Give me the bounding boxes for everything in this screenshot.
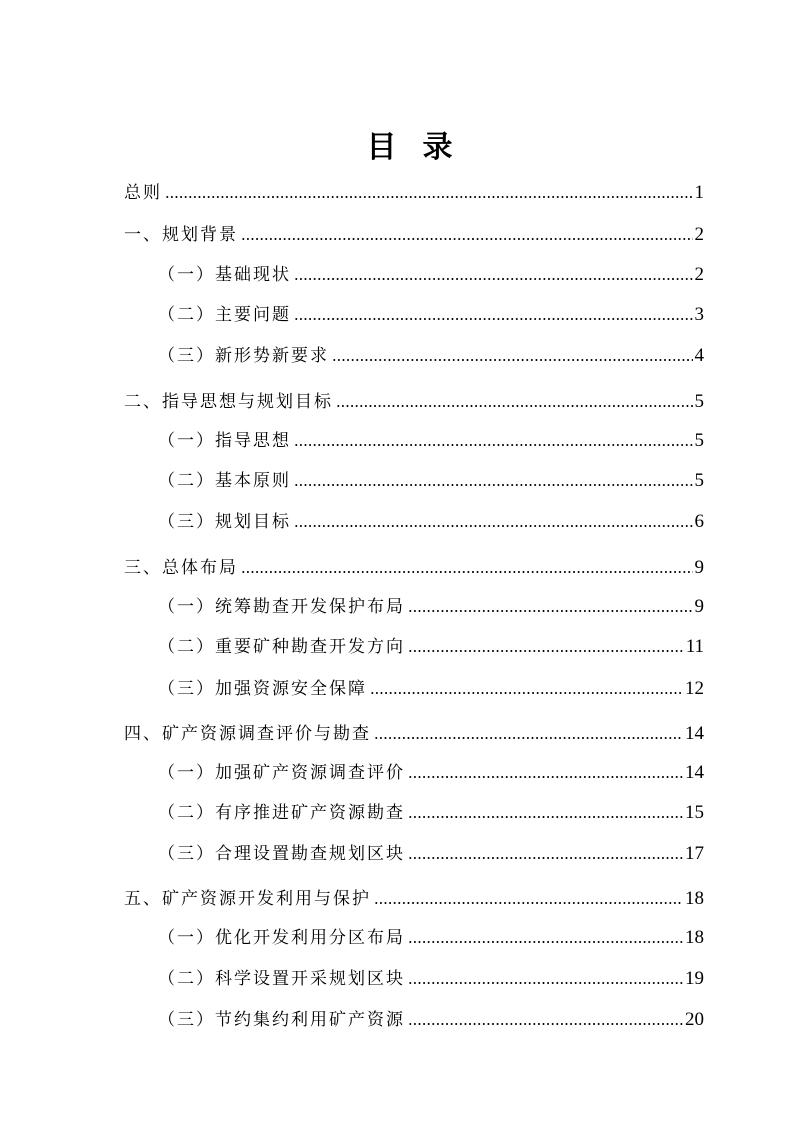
toc-entry-page-number: 2	[694, 264, 704, 285]
toc-entry-label: （一）指导思想	[158, 431, 291, 451]
toc-entry-label: （三）合理设置勘查规划区块	[158, 844, 405, 864]
toc-entry-label: 总则	[124, 183, 162, 203]
toc-entry[interactable]	[158, 262, 704, 288]
dot-leader	[408, 855, 683, 861]
dot-leader	[408, 980, 683, 986]
toc-entry-label: （二）有序推进矿产资源勘查	[158, 803, 405, 823]
toc-entry-label: 五、矿产资源开发利用与保护	[124, 889, 371, 909]
toc-entry-page-number: 15	[685, 802, 704, 823]
dot-leader	[370, 690, 683, 696]
toc-entry-page-number: 2	[694, 224, 704, 245]
toc-entry-label: 四、矿产资源调查评价与勘查	[124, 724, 371, 744]
dot-leader	[294, 482, 693, 488]
dot-leader	[294, 276, 693, 282]
toc-entry-label: （一）优化开发利用分区布局	[158, 928, 405, 948]
toc-entry-page-number: 9	[694, 557, 704, 578]
dot-leader	[374, 735, 683, 741]
toc-entry[interactable]	[158, 302, 704, 328]
toc-entry-page-number: 18	[685, 888, 704, 909]
dot-leader	[408, 814, 683, 820]
toc-entry[interactable]	[158, 594, 704, 620]
toc-entry[interactable]	[124, 886, 704, 912]
toc-entry-label: （二）基本原则	[158, 471, 291, 491]
toc-entry-label: （一）统筹勘查开发保护布局	[158, 597, 405, 617]
toc-title: 目录	[366, 130, 479, 165]
toc-entry-page-number: 5	[694, 391, 704, 412]
toc-entry-page-number: 17	[685, 843, 704, 864]
toc-entry-page-number: 3	[694, 304, 704, 325]
toc-entry[interactable]	[158, 343, 704, 369]
toc-entry[interactable]	[158, 760, 704, 786]
toc-entry[interactable]	[158, 634, 704, 660]
toc-entry[interactable]	[158, 800, 704, 826]
dot-leader	[374, 900, 683, 906]
toc-entry[interactable]	[158, 468, 704, 494]
toc-entry[interactable]	[158, 841, 704, 867]
toc-entry[interactable]	[124, 222, 704, 248]
toc-entry[interactable]	[158, 925, 704, 951]
toc-entry[interactable]	[158, 1007, 704, 1033]
toc-entry-page-number: 9	[694, 596, 704, 617]
toc-entry-page-number: 5	[694, 470, 704, 491]
dot-leader	[241, 569, 693, 575]
toc-entry[interactable]	[124, 389, 704, 415]
dot-leader	[241, 236, 693, 242]
toc-entry[interactable]	[158, 509, 704, 535]
dot-leader	[332, 357, 693, 363]
toc-entry-page-number: 19	[685, 968, 704, 989]
dot-leader	[408, 939, 683, 945]
dot-leader	[336, 403, 693, 409]
toc-entry-label: （一）加强矿产资源调查评价	[158, 763, 405, 783]
toc-entry[interactable]	[158, 676, 704, 702]
toc-entry[interactable]	[158, 966, 704, 992]
toc-entry-label: （三）新形势新要求	[158, 346, 329, 366]
toc-entry-label: （二）重要矿种勘查开发方向	[158, 637, 405, 657]
toc-entry-label: （二）科学设置开采规划区块	[158, 969, 405, 989]
dot-leader	[294, 523, 693, 529]
dot-leader	[408, 774, 683, 780]
toc-entry-page-number: 14	[685, 723, 704, 744]
dot-leader	[408, 1021, 683, 1027]
dot-leader	[294, 316, 693, 322]
toc-entry[interactable]	[124, 180, 704, 206]
toc-entry[interactable]	[158, 428, 704, 454]
toc-entry-page-number: 12	[685, 678, 704, 699]
toc-entry-page-number: 4	[694, 345, 704, 366]
toc-entry[interactable]	[124, 721, 704, 747]
toc-entry-page-number: 11	[685, 636, 704, 657]
dot-leader	[408, 648, 684, 654]
toc-entry-label: （三）节约集约利用矿产资源	[158, 1010, 405, 1030]
toc-entry[interactable]	[124, 555, 704, 581]
toc-entry-label: （三）规划目标	[158, 512, 291, 532]
dot-leader	[294, 442, 693, 448]
toc-entry-page-number: 1	[694, 182, 704, 203]
toc-entry-label: 一、规划背景	[124, 225, 238, 245]
dot-leader	[408, 608, 693, 614]
toc-entry-label: 三、总体布局	[124, 558, 238, 578]
toc-entry-page-number: 18	[685, 927, 704, 948]
toc-entry-label: （一）基础现状	[158, 265, 291, 285]
toc-entry-page-number: 14	[685, 762, 704, 783]
dot-leader	[165, 194, 693, 200]
toc-entry-label: （二）主要问题	[158, 305, 291, 325]
toc-entry-label: （三）加强资源安全保障	[158, 679, 367, 699]
toc-entry-label: 二、指导思想与规划目标	[124, 392, 333, 412]
toc-entry-page-number: 20	[685, 1009, 704, 1030]
toc-entry-page-number: 5	[694, 430, 704, 451]
toc-entry-page-number: 6	[694, 511, 704, 532]
